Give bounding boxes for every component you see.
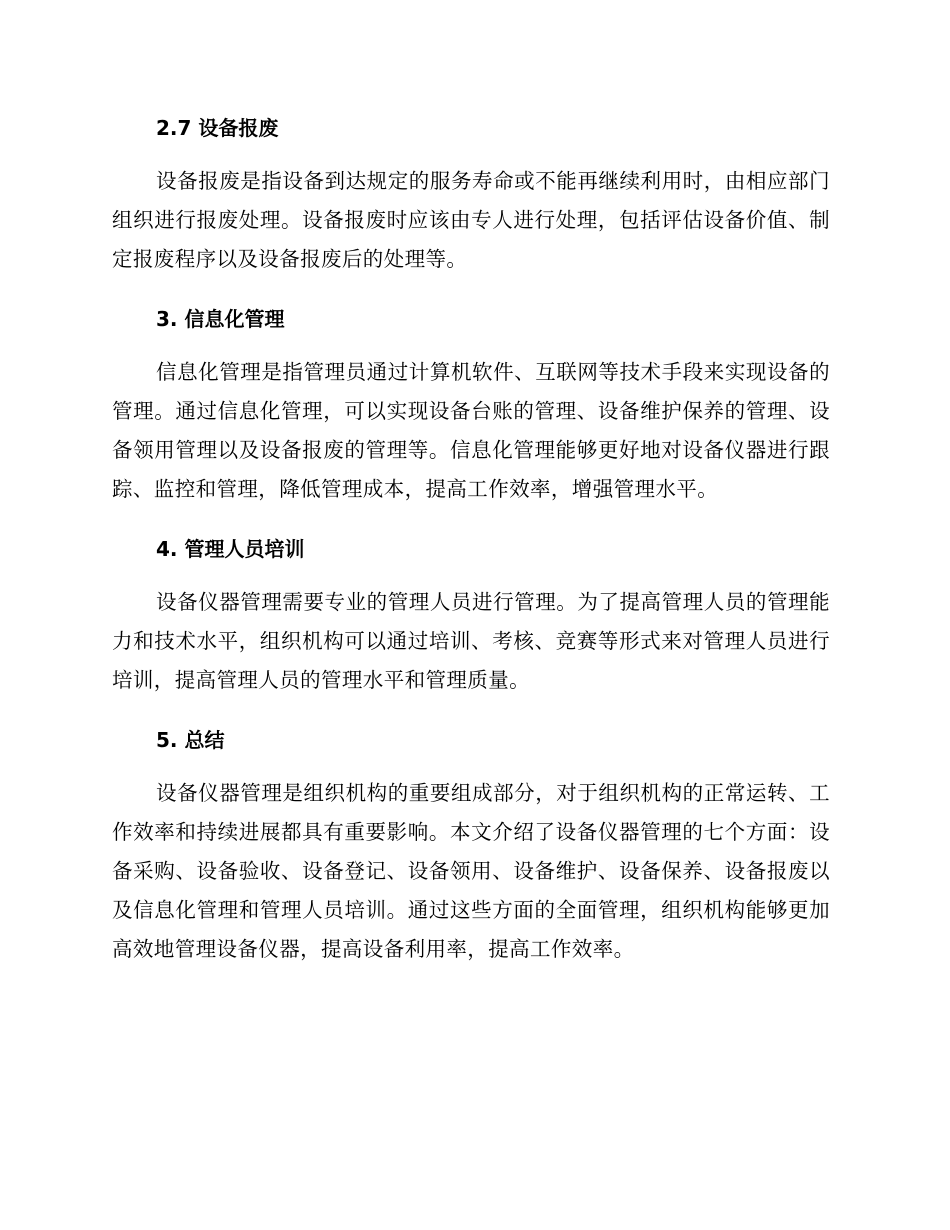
section-heading-staff-training: 4. 管理人员培训 — [156, 537, 305, 561]
section-paragraph-information-management: 信息化管理是指管理员通过计算机软件、互联网等技术手段来实现设备的管理。通过信息化管理，可以实现设备台账的管理、设备维护保养的管理、设备领用管理以及设备报废的管理等。信息化管理能够更好地对设备仪器进行跟踪、监控和管理，降低管理成本，提高工作效率，增强管理水平。 — [112, 360, 830, 501]
section-paragraph-equipment-scrapping: 设备报废是指设备到达规定的服务寿命或不能再继续利用时，由相应部门组织进行报废处理。设备报废时应该由专人进行处理，包括评估设备价值、制定报废程序以及设备报废后的处理等。 — [112, 169, 830, 271]
section-heading-summary: 5. 总结 — [156, 728, 225, 752]
section-heading-equipment-scrapping: 2.7 设备报废 — [156, 116, 279, 140]
section-paragraph-staff-training: 设备仪器管理需要专业的管理人员进行管理。为了提高管理人员的管理能力和技术水平，组织机构可以通过培训、考核、竞赛等形式来对管理人员进行培训，提高管理人员的管理水平和管理质量。 — [112, 590, 830, 692]
section-paragraph-summary: 设备仪器管理是组织机构的重要组成部分，对于组织机构的正常运转、工作效率和持续进展都具有重要影响。本文介绍了设备仪器管理的七个方面：设备采购、设备验收、设备登记、设备领用、设备维护、设备保养、设备报废以及信息化管理和管理人员培训。通过这些方面的全面管理，组织机构能够更加高效地管理设备仪器，提高设备利用率，提高工作效率。 — [112, 781, 830, 961]
document-body — [112, 108, 830, 989]
section-heading-information-management: 3. 信息化管理 — [156, 307, 285, 331]
